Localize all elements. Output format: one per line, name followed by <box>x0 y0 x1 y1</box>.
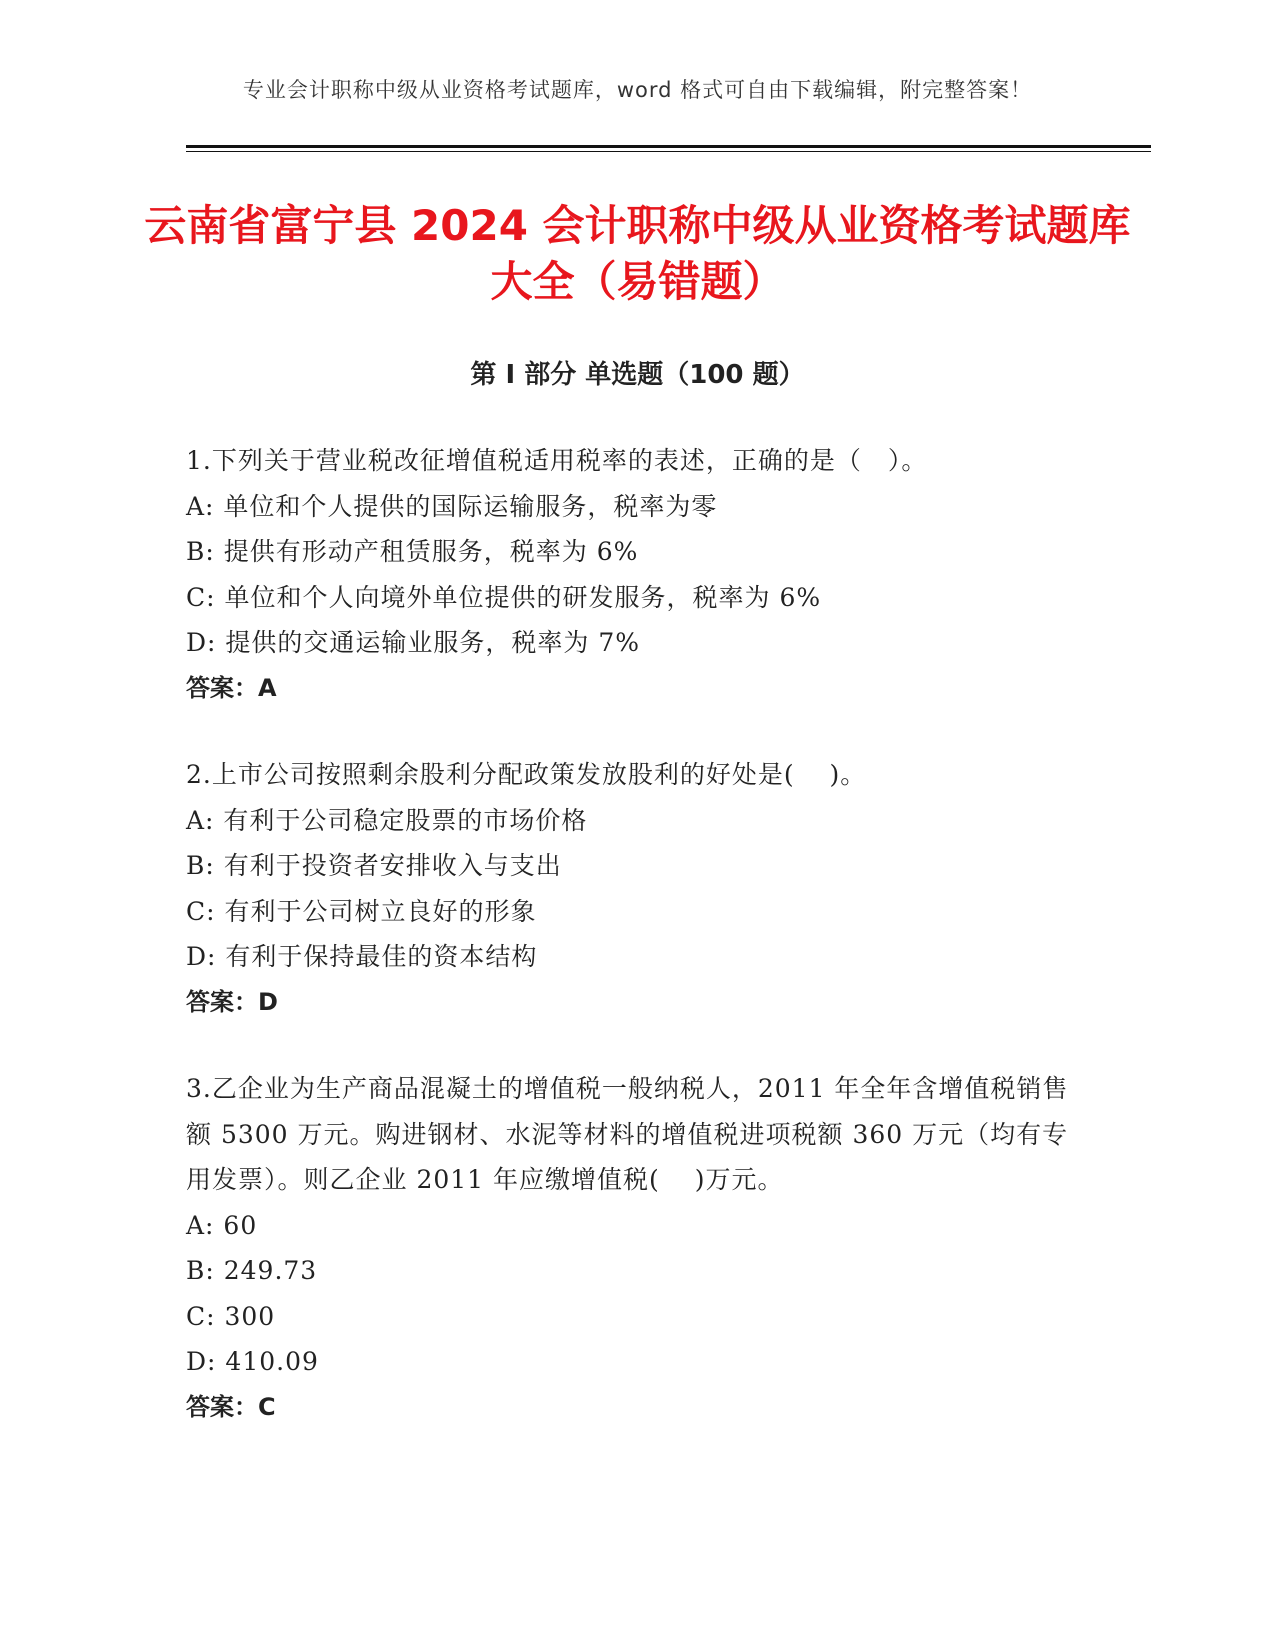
document-title: 云南省富宁县 2024 会计职称中级从业资格考试题库大全（易错题） <box>144 201 1131 306</box>
question-list <box>186 438 1076 1471</box>
header-rule-thin <box>186 151 1151 152</box>
option-c: C: 有利于公司树立良好的形象 <box>186 896 537 926</box>
option-c: C: 单位和个人向境外单位提供的研发服务，税率为 6% <box>186 582 822 612</box>
option-d: D: 有利于保持最佳的资本结构 <box>186 942 538 971</box>
answer-line: 答案：A <box>186 673 277 702</box>
question-1 <box>186 438 1076 711</box>
question-2 <box>186 752 1076 1025</box>
option-b: B: 提供有形动产租赁服务，税率为 6% <box>186 537 639 566</box>
page-header: 专业会计职称中级从业资格考试题库，word 格式可自由下载编辑，附完整答案！ <box>242 78 1033 102</box>
question-3 <box>186 1066 1076 1430</box>
answer-line: 答案：D <box>186 987 278 1016</box>
option-c: C: 300 <box>186 1301 276 1331</box>
option-b: B: 有利于投资者安排收入与支出 <box>186 851 562 880</box>
section-heading: 第 I 部分 单选题（100 题） <box>470 360 805 390</box>
option-b: B: 249.73 <box>186 1256 318 1285</box>
question-stem: 1.下列关于营业税改征增值税适用税率的表述，正确的是（ ）。 <box>186 446 928 475</box>
answer-line: 答案：C <box>186 1392 276 1421</box>
question-stem: 3.乙企业为生产商品混凝土的增值税一般纳税人，2011 年全年含增值税销售额 5300 万元。购进钢材、水泥等材料的增值税进项税额 360 万元（均有专用发票）。则乙企业 2011 年应缴增值税( )万元。 <box>186 1074 1069 1194</box>
option-a: A: 单位和个人提供的国际运输服务，税率为零 <box>186 491 718 521</box>
question-stem: 2.上市公司按照剩余股利分配政策发放股利的好处是( )。 <box>186 760 867 789</box>
option-d: D: 提供的交通运输业服务，税率为 7% <box>186 628 641 657</box>
option-a: A: 有利于公司稳定股票的市场价格 <box>186 805 588 835</box>
header-rule-thick <box>186 145 1151 148</box>
option-d: D: 410.09 <box>186 1347 319 1376</box>
option-a: A: 60 <box>186 1210 258 1240</box>
